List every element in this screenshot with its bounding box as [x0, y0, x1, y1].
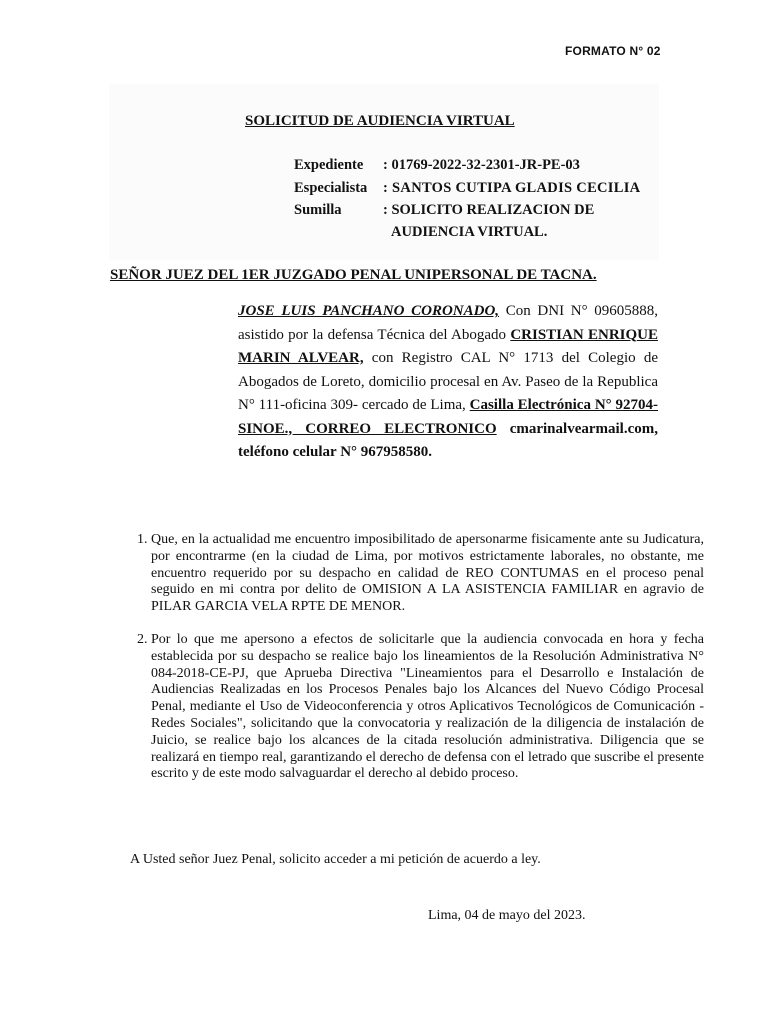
closing-request: A Usted señor Juez Penal, solicito acceder a mi petición de acuerdo a ley. [130, 852, 541, 867]
sumilla-label: Sumilla [294, 202, 342, 218]
especialista-value: : SANTOS CUTIPA GLADIS CECILIA [383, 180, 641, 196]
petitioner-name: JOSE LUIS PANCHANO CORONADO, [238, 303, 500, 319]
sumilla-value-line-2: AUDIENCIA VIRTUAL. [391, 224, 548, 240]
signature-date: Lima, 04 de mayo del 2023. [428, 908, 586, 923]
contact-info: cmarinalvearmail.com, teléfono celular N° 967958580. [238, 420, 658, 460]
judge-greeting: SEÑOR JUEZ DEL 1ER JUZGADO PENAL UNIPERSONAL DE TACNA. [110, 267, 597, 283]
casilla-electronica: Casilla Electrónica N° 92704-SINOE., CORREO ELECTRONICO [238, 397, 658, 437]
petitioner-intro-paragraph [238, 300, 658, 465]
document-title: SOLICITUD DE AUDIENCIA VIRTUAL [245, 113, 515, 129]
sumilla-value-line-1: : SOLICITO REALIZACION DE [383, 202, 595, 218]
expediente-value: : 01769-2022-32-2301-JR-PE-03 [383, 157, 580, 173]
intro-text-2: con Registro CAL N° 1713 del Colegio de Abogados de Loreto, domicilio procesal en Av. Paseo de la Republica N° 111-oficina 309- cercado de Lima, [238, 350, 658, 413]
intro-text-1: Con DNI N° 09605888, asistido por la defensa Técnica del Abogado [238, 303, 658, 343]
lawyer-name: CRISTIAN ENRIQUE MARIN ALVEAR, [238, 326, 658, 366]
list-item: 2. Por lo que me apersono a efectos de solicitarle que la audiencia convocada en hora y fecha establecida por su despacho se realice bajo los lineamientos de la Resolución Administrativa N° 084-2018-CE-PJ, que Aprueba Directiva "Lineamientos para el Desarrollo e Instalación de Audiencias Realizadas en los Procesos Penales bajo los Alcances del Nuevo Código Procesal Penal, mediante el Uso de Videoconferencia y otros Aplicativos Tecnológicos de Comunicación - Redes Sociales", solicitando que la convocatoria y realización de la diligencia de instalación de Juicio, se realice bajo los alcances de la citada resolución administrativa. Diligencia que se realizará en tiempo real, garantizando el derecho de defensa con el letrado que suscribe el presente escrito y de este modo salvaguardar el derecho al debido proceso. [151, 632, 704, 783]
petition-list [105, 532, 704, 799]
expediente-label: Expediente [294, 157, 364, 173]
especialista-label: Especialista [294, 180, 368, 196]
list-item: 1. Que, en la actualidad me encuentro imposibilitado de apersonarme fisicamente ante su Judicatura, por encontrarme (en la ciudad de Lima, por motivos estrictamente laborales, no obstante, me encuentro requerido por su despacho en calidad de REO CONTUMAS en el proceso penal seguido en mi contra por delito de OMISION A LA ASISTENCIA FAMILIAR en agravio de PILAR GARCIA VELA RPTE DE MENOR. [151, 532, 704, 616]
formato-label: FORMATO N° 02 [565, 44, 661, 58]
